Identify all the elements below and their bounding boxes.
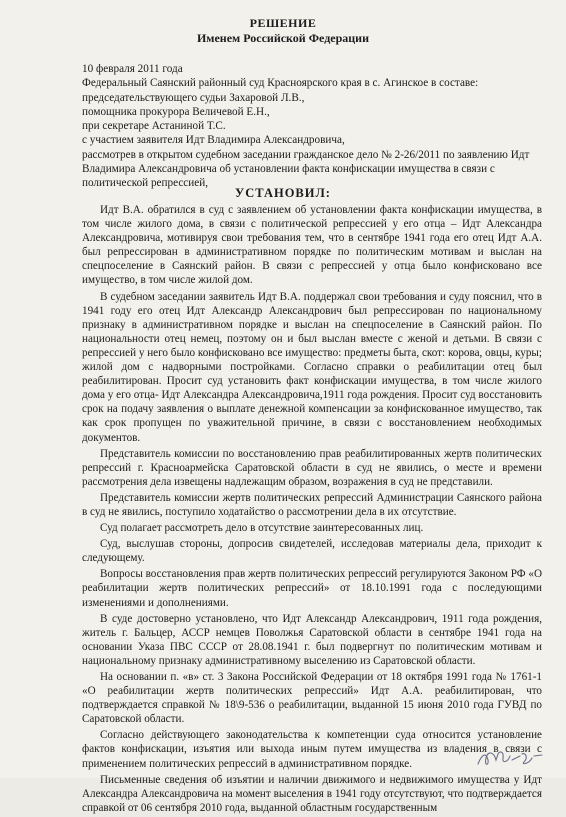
header-line: Федеральный Саянский районный суд Красноярского края в с. Агинское в составе: bbox=[82, 77, 479, 90]
handwritten-signature bbox=[474, 744, 544, 770]
header-line: помощника прокурора Величевой Е.Н., bbox=[82, 105, 270, 118]
paragraph: Суд полагает рассмотреть дело в отсутствие заинтересованных лиц. bbox=[100, 522, 424, 535]
paragraph: В судебном заседании заявитель Идт В.А. поддержал свои требования и суду пояснил, что в 1941 году его отец Идт Александр Александрович был репрессирован по национальному признаку в административном порядке и выслан на спецпоселение в Саянский район. По национальности отец немец, поэтому он и был выслан вместе с женой и детьми. В связи с репрессией у него было конфисковано все имущество: предметы быта, скот: корова, овцы, куры; жилой дом с надворными постройками. Согласно справки о реабилитации отец был реабилитирован. Просит суд установить факт конфискации имущества, в том числе жилого дома у его отца- Идт Александра Александровича,1911 года рождения. Просит суд восстановить срок на подачу заявления о выплате денежной компенсации за конфискованное имущество, так как срок пропущен по уважительной причине, в связи с восстановлением необходимых документов. bbox=[82, 290, 542, 444]
section-heading: УСТАНОВИЛ: bbox=[235, 186, 331, 200]
paragraph: Согласно действующего законодательства к компетенции суда относится установление фактов конфискации, изъятия или выхода иным путем имущества из владения в связи с применением политических репрессий в административном порядке. bbox=[82, 729, 542, 770]
header-line: с участием заявителя Идт Владимира Александровича, bbox=[82, 134, 345, 147]
document-header bbox=[82, 62, 542, 191]
paragraph: На основании п. «в» ст. 3 Закона Российской Федерации от 18 октября 1991 года № 1761-1 «О реабилитации жертв политических репрессий» Идт А.А. реабилитирован, что подтверждается справкой № 18\9-536 о реабилитации, выданной 15 июня 2010 года ГУВД по Саратовской области. bbox=[82, 671, 542, 726]
header-line: политической репрессией, bbox=[82, 177, 209, 190]
document-body bbox=[82, 203, 542, 817]
paragraph: В суде достоверно установлено, что Идт Александр Александрович, 1911 года рождения, житель г. Бальцер, АССР немцев Поволжья Саратовской области в сентябре 1941 года на основании Указа ПВС СССР от 28.08.1941 г. был подвергнут по политическим мотивам и национальному признаку административному выселению из Саратовской области. bbox=[82, 612, 542, 667]
document-subtitle: Именем Российской Федерации bbox=[196, 31, 370, 45]
document-title: РЕШЕНИЕ bbox=[249, 16, 317, 30]
paragraph: Представитель комиссии жертв политических репрессий Администрации Саянского района в суд не явились, поступило ходатайство о рассмотрении дела в их отсутствие. bbox=[82, 491, 542, 518]
paragraph: Идт В.А. обратился в суд с заявлением об установлении факта конфискации имущества, в том числе жилого дома, в связи с политической репрессией у его отца – Идт Александра Александровича, мотивируя свои требования тем, что в сентябре 1941 года его отец Идт А.А. был репрессирован в административном порядке по политическим мотивам и выслан на спецпоселение в Саянский район. В связи с репрессией у отца было конфисковано все имущество, в том числе жилой дом. bbox=[82, 204, 542, 287]
paragraph: Вопросы восстановления прав жертв политических репрессий регулируются Законом РФ «О реабилитации жертв политических репрессий» от 18.10.1991 года с последующими изменениями и дополнениями. bbox=[82, 568, 542, 609]
paragraph: Письменные сведения об изъятии и наличии движимого и недвижимого имущества у Идт Александра Александровича на момент выселения в 1941 году отсутствуют, что подтверждается справкой от 06 сентября 2010 года, выданной областным государственным bbox=[82, 773, 542, 814]
header-line: председательствующего судьи Захаровой Л.В., bbox=[82, 91, 305, 104]
paragraph: Представитель комиссии по восстановлению прав реабилитированных жертв политических репрессий г. Красноармейска Саратовской области в суд не явились, о месте и времени рассмотрения дела извещены надлежащим образом, возражения в суд не представили. bbox=[82, 447, 542, 488]
paragraph: Суд, выслушав стороны, допросив свидетелей, исследовав материалы дела, приходит к следующему. bbox=[82, 538, 542, 565]
header-line: при секретаре Астаниной Т.С. bbox=[82, 120, 226, 133]
header-line: рассмотрев в открытом судебном заседании гражданское дело № 2-26/2011 по заявлению Идт bbox=[82, 148, 530, 161]
header-line: Владимира Александровича об установлении факта конфискации имущества в связи с bbox=[82, 163, 495, 176]
signature-scribble bbox=[474, 744, 544, 770]
header-line: 10 февраля 2011 года bbox=[82, 63, 183, 75]
